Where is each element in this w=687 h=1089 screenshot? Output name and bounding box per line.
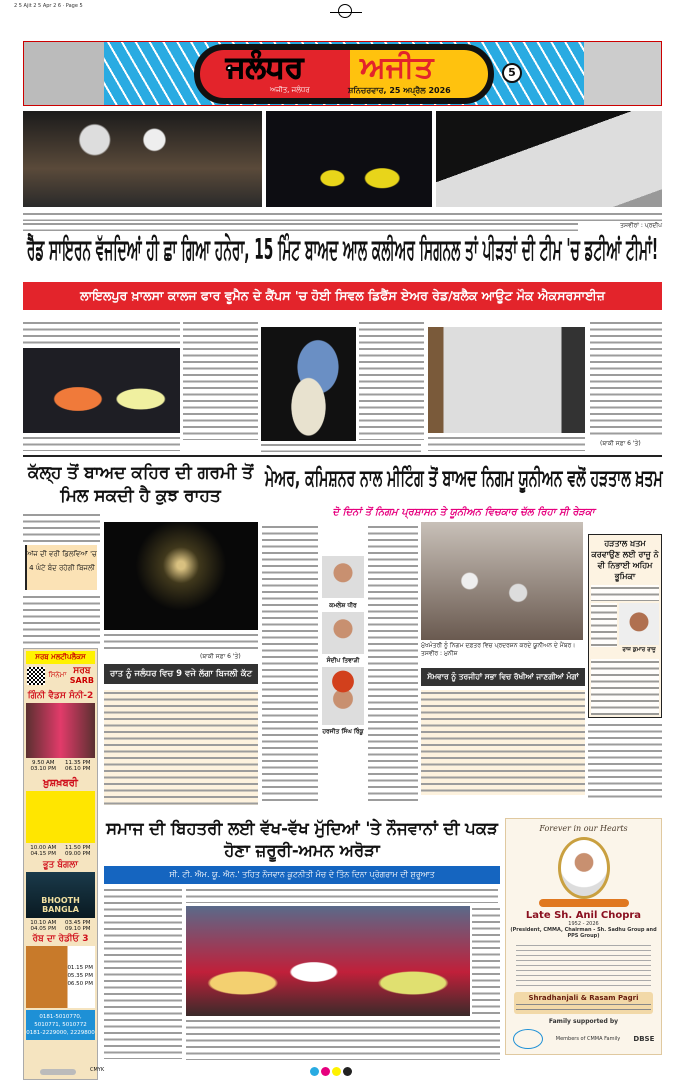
poster-title: BHOOTH BANGLA	[41, 896, 80, 914]
phone: 5010771, 5010772	[34, 1022, 87, 1028]
movie-poster	[26, 872, 95, 918]
showtime: 03.45 PM	[64, 920, 91, 926]
heat-headline: ਕੱਲ੍ਹ ਤੋਂ ਬਾਅਦ ਕਹਿਰ ਦੀ ਗਰਮੀ ਤੋਂ ਮਿਲ ਸਕਦੀ ਹੈ ਕੁਝ ਰਾਹਤ	[27, 463, 254, 506]
showtime: 06.10 PM	[64, 766, 91, 772]
youth-text	[186, 887, 498, 903]
movie-title: ਭੂਤ ਬੰਗਲਾ	[43, 860, 78, 870]
obituary-name: Late Sh. Anil Chopra	[525, 910, 642, 921]
phone: 0181-2229000, 2229800	[26, 1030, 95, 1036]
movie-poster	[26, 791, 95, 843]
lead-photo-volunteers	[266, 111, 432, 207]
showtime: 09.10 PM	[64, 926, 91, 932]
page-number: 5	[502, 63, 522, 83]
union-meeting-photo	[421, 522, 583, 640]
movie-title: ਖ਼ੁਸ਼ਖ਼ਬਰੀ	[43, 778, 78, 789]
print-bar	[40, 1069, 76, 1075]
obituary-ad	[505, 818, 662, 1055]
showtime: 03.10 PM	[30, 766, 57, 772]
youth-banner-text: ਸੀ. ਟੀ. ਐਮ. ਯੂ. ਐਨ.' ਤਹਿਤ ਨੌਜਵਾਨ ਕੂਟਨੀਤੀ ਮੰਚ ਦੇ ਤਿੰਨ ਦਿਨਾ ਪ੍ਰੋਗਰਾਮ ਦੀ ਸ਼ੁਰੂਆਤ	[169, 870, 435, 879]
color-registration	[310, 1067, 352, 1076]
showtime: 10.00 AM	[30, 845, 57, 851]
movie-poster	[26, 946, 95, 1008]
ad-brand-en: SARB	[69, 676, 94, 685]
strike-text	[368, 524, 418, 804]
lead-photo-carry	[261, 327, 356, 441]
power-cut-headline-text: ਰਾਤ ਨੂੰ ਜਲੰਧਰ ਵਿਚ 9 ਵਜੇ ਲੱਗਾ ਬਿਜਲੀ ਕੱਟ	[109, 669, 253, 679]
strike-text	[262, 524, 318, 804]
movie-title: ਰੱਬ ਦਾ ਰੇਡੀਓ 3	[32, 934, 89, 944]
showtime: 11.35 PM	[64, 760, 91, 766]
raju-name: ਰਾਜ ਕੁਮਾਰ ਰਾਜੂ	[622, 647, 656, 653]
lead-text	[23, 320, 180, 346]
divider	[23, 455, 662, 457]
lead-photo-credit: ਤਸਵੀਰਾਂ : ਪ੍ਰਦੀਪ	[620, 222, 662, 229]
showtime: 11.50 PM	[64, 845, 91, 851]
continued-note: (ਬਾਕੀ ਸਫ਼ਾ 6 'ਤੇ)	[600, 440, 641, 447]
print-slug: 2 5 Ajit 2 5 Apr 2 6 · Page 5	[14, 3, 83, 9]
ad-cinema: ਸਿਨੇਮਾ	[48, 671, 67, 679]
youth-text	[472, 906, 500, 1016]
box-headline-text: ਸੋਮਵਾਰ ਨੂੰ ਤਰਜੀਹਾਂ ਸਭਾ ਵਿਚ ਰੱਖੀਆਂ ਜਾਣਗੀਆਂ ਮੰਗਾਂ	[427, 672, 579, 681]
ceremony-box	[514, 992, 653, 1014]
showtime: 9.50 AM	[31, 760, 55, 766]
lead-photo-building	[436, 111, 662, 207]
lead-headline: ਰੈੱਡ ਸਾਇਰਨ ਵੱਜਦਿਆਂ ਹੀ ਛਾ ਗਿਆ ਹਨੇਰਾ, 15 ਮਿੰਟ ਬਾਅਦ ਆਲ ਕਲੀਅਰ ਸਿਗਨਲ ਤਾਂ ਪੀੜਤਾਂ ਦੀ ਟੀਮ 'ਚ ਡਟੀਆਂ ਟੀਮਾਂ!	[26, 233, 659, 267]
person-photo	[322, 667, 364, 725]
strike-box-headline	[421, 668, 585, 686]
heat-box	[25, 545, 97, 590]
photo-credit: ਤਸਵੀਰ : ਮੁਨੀਸ਼	[421, 650, 458, 657]
qr-code-icon	[27, 667, 45, 685]
heat-box-text: ਅੱਜ ਦੀ ਵਰੀ ਡਿਲਵਿਆਂ 'ਚ 4 ਘੰਟੇ ਬੰਦ ਰਹੇਗੀ ਬਿਜਲੀ	[27, 550, 97, 572]
masthead-logo	[194, 44, 494, 104]
title-left: ਜਲੰਧਰ	[226, 50, 304, 85]
showtime: 09.00 PM	[64, 851, 91, 857]
obituary-members: Members of CMMA Family	[555, 1036, 621, 1042]
person-photo	[322, 612, 364, 654]
person-photo	[322, 556, 364, 598]
obituary-flowers	[539, 899, 629, 907]
lead-banner-text: ਲਾਇਲਪੁਰ ਖ਼ਾਲਸਾ ਕਾਲਜ ਫਾਰ ਵੂਮੈਨ ਦੇ ਕੈਂਪਸ 'ਚ ਹੋਈ ਸਿਵਲ ਡਿਫੈਂਸ ਏਅਰ ਰੇਡ/ਬਲੈਕ ਆਊਟ ਮੌਕ ਐਕਸਰਸਾਈਜ਼	[80, 288, 605, 303]
place: ਅਜੀਤ, ਜਲੰਧਰ	[270, 86, 310, 94]
power-text	[104, 690, 258, 805]
raju-photo	[619, 603, 659, 645]
strike-subheadline: ਦੋ ਦਿਨਾਂ ਤੋਂ ਨਿਗਮ ਪ੍ਰਸ਼ਾਸਨ ਤੇ ਯੂਨੀਅਨ ਵਿਚਕਾਰ ਚੱਲ ਰਿਹਾ ਸੀ ਰੇੜਕਾ	[332, 507, 595, 518]
raju-headline: ਹੜਤਾਲ ਖ਼ਤਮ ਕਰਵਾਉਣ ਲਈ ਰਾਜੂ ਨੇ ਵੀ ਨਿਭਾਈ ਅਹਿਮ ਭੂਮਿਕਾ	[591, 539, 659, 581]
phone: 0181-5010770,	[39, 1014, 82, 1020]
lead-text	[590, 320, 662, 438]
lead-photo-rappel	[428, 327, 585, 433]
youth-event-photo	[186, 906, 470, 1016]
date: ਸ਼ਨਿਚਰਵਾਰ, 25 ਅਪ੍ਰੈਲ 2026	[348, 86, 451, 95]
ceremony-title: Shradhanjali & Rasam Pagri	[528, 994, 639, 1002]
person-name: ਸੰਦੀਪ ਤਿਵਾੜੀ	[326, 657, 360, 664]
youth-text	[104, 887, 182, 1059]
person-name: ਹਰਜੀਤ ਸਿੰਘ ਰਿੰਕੂ	[322, 728, 364, 735]
ad-phones	[26, 1010, 95, 1040]
lead-photo-caption	[23, 435, 180, 451]
title-right: ਅਜੀਤ	[360, 50, 434, 85]
showtime: 01.15 PM	[67, 965, 93, 971]
lead-photo-caption	[23, 211, 662, 221]
youth-headline: ਸਮਾਜ ਦੀ ਬਿਹਤਰੀ ਲਈ ਵੱਖ-ਵੱਖ ਮੁੱਦਿਆਂ 'ਤੇ ਨੌਜਵਾਨਾਂ ਦੀ ਪਕੜ ਹੋਣਾ ਜ਼ਰੂਰੀ-ਅਮਨ ਅਰੋੜਾ	[106, 819, 498, 860]
youth-text	[186, 1018, 500, 1060]
ad-brand: ਸਰਬ	[73, 666, 91, 676]
person-name: ਕਮਲੇਸ਼ ਧੀਰ	[329, 602, 357, 609]
heat-text	[23, 512, 100, 542]
obituary-top: Forever in our Hearts	[539, 824, 628, 833]
showtime: 04.05 PM	[30, 926, 57, 932]
registration-mark	[338, 4, 352, 18]
lead-photo-caption	[261, 442, 421, 452]
showtime: 05.35 PM	[67, 973, 93, 979]
youth-banner	[104, 866, 500, 884]
night-road-photo	[104, 522, 258, 630]
strike-text	[588, 722, 662, 802]
showtime: 10.10 AM	[30, 920, 57, 926]
lead-text	[183, 320, 258, 440]
movie-poster	[26, 703, 95, 758]
raju-box	[588, 534, 662, 718]
obituary-role: (President, CMMA, Chairman - Sh. Sadhu Group and PPS Group)	[510, 927, 657, 939]
showtime: 06.50 PM	[67, 981, 93, 987]
obituary-dates: 1952 - 2026	[568, 921, 599, 927]
union-photo-caption	[421, 642, 583, 658]
obituary-by: Family supported by	[548, 1018, 619, 1025]
movie-title: ਗਿੰਨੀ ਵੈਡਸ ਸੰਨੀ-2	[27, 691, 94, 701]
showtime: 04.15 PM	[30, 851, 57, 857]
continued-note: (ਬਾਕੀ ਸਫ਼ਾ 6 'ਤੇ)	[200, 653, 241, 660]
obituary-portrait	[558, 837, 610, 899]
caption-text: ਮੁੱਖਮੰਤਰੀ ਨੂੰ ਨਿਗਮ ਦਫ਼ਤਰ ਵਿਚ ਪ੍ਰਦਰਸ਼ਨ ਕਰਦੇ ਯੂਨੀਅਨ ਦੇ ਮੈਂਬਰ।	[421, 642, 576, 649]
heat-text	[104, 632, 258, 652]
cinema-ad	[23, 648, 98, 1080]
lead-text	[359, 320, 424, 440]
masthead	[23, 41, 662, 106]
ad-header: ਸਰਬ ਮਲਟੀਪਲੈਕਸ	[26, 651, 95, 664]
heat-text	[23, 594, 100, 644]
lead-photo-rescue	[23, 348, 180, 433]
print-code: CMYK	[90, 1067, 105, 1073]
lead-photo-caption	[428, 435, 585, 451]
dbse-logo: DBSE	[633, 1035, 655, 1043]
cmma-logo-icon	[513, 1029, 543, 1049]
strike-headline: ਮੇਅਰ, ਕਮਿਸ਼ਨਰ ਨਾਲ ਮੀਟਿੰਗ ਤੋਂ ਬਾਅਦ ਨਿਗਮ ਯੂਨੀਅਨ ਵਲੋਂ ਹੜਤਾਲ ਖ਼ਤਮ	[265, 466, 663, 492]
lead-banner	[23, 282, 662, 310]
strike-box-text	[421, 690, 585, 795]
lead-photo-officials	[23, 111, 262, 207]
power-cut-headline	[104, 664, 258, 684]
lead-photo-caption	[23, 221, 578, 231]
